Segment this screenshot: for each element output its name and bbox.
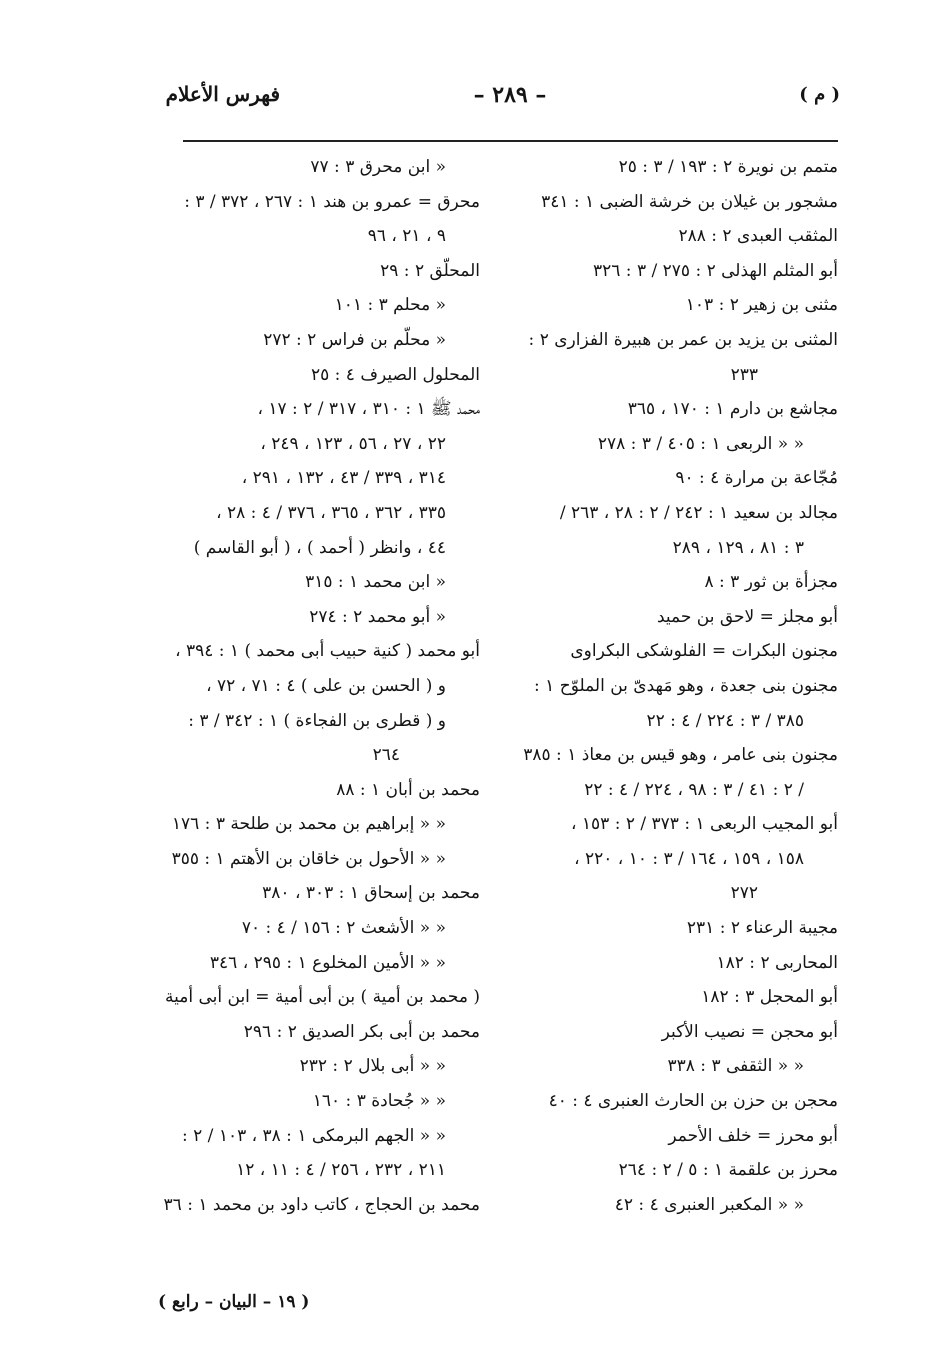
index-entry: مجزأة بن ثور ٣ : ٨	[704, 572, 838, 593]
index-entry: « « جُحادة ٣ : ١٦٠	[312, 1091, 446, 1112]
index-entry: « ابن محرق ٣ : ٧٧	[310, 157, 446, 177]
index-entry: مشجور بن غيلان بن خرشة الضبى ١ : ٣٤١	[541, 191, 838, 212]
index-entry: أبو المجيب الربعى ١ : ٣٧٣ / ٢ : ١٥٣ ،	[571, 814, 838, 835]
index-entry: « محلّم بن فراس ٢ : ٢٧٢	[263, 329, 446, 350]
index-entry: متمم بن نويرة ٢ : ١٩٣ / ٣ : ٢٥	[618, 157, 838, 177]
index-entry: أبو محمد ( كنية حبيب أبى محمد ) ١ : ٣٩٤ ،	[175, 641, 480, 662]
index-entry: ٢٦٤	[372, 745, 400, 766]
index-entry: « « الربعى ١ : ٤٠٥ / ٣ : ٢٧٨	[597, 433, 804, 454]
index-entry: محمد بن أبان ١ : ٨٨	[336, 779, 480, 800]
header-divider	[183, 140, 838, 142]
index-entry: مجنون بنى عامر ، وهو قيس بن معاذ ١ : ٣٨٥	[523, 745, 838, 766]
index-entry: « « أبى بلال ٢ : ٢٣٢	[299, 1056, 446, 1077]
index-entry: أبو مجلز = لاحق بن حميد	[656, 606, 838, 627]
index-entry: ٩ ، ٢١ ، ٩٦	[367, 226, 446, 247]
index-entry: أبو محرز = خلف الأحمر	[668, 1125, 838, 1146]
index-entry: ٢٢ ، ٢٧ ، ٥٦ ، ١٢٣ ، ٢٤٩ ،	[260, 433, 446, 454]
index-entry: المثقب العبدى ٢ : ٢٨٨	[678, 226, 838, 247]
index-entry: مثنى بن زهير ٢ : ١٠٣	[685, 295, 838, 316]
index-entry: « « الأمين المخلوع ١ : ٢٩٥ ، ٣٤٦	[209, 952, 446, 973]
index-entry: محرق = عمرو بن هند ١ : ٢٦٧ ، ٣٧٢ / ٣ :	[184, 191, 480, 212]
index-entry: المثنى بن يزيد بن عمر بن هبيرة الفزارى ٢ :	[528, 329, 838, 350]
index-entry: « « الجهم البرمكى ١ : ٣٨ ، ١٠٣ / ٢ :	[181, 1125, 446, 1146]
index-entry: محجن بن حزن بن الحارث العنبرى ٤ : ٤٠	[548, 1091, 838, 1112]
index-entry: « « المكعبر العنبرى ٤ : ٤٢	[614, 1194, 804, 1215]
index-column-left	[165, 150, 480, 1222]
index-entry: محرز بن علقمة ١ : ٥ / ٢ : ٢٦٤	[618, 1160, 838, 1181]
page-title: فهرس الأعلام	[165, 82, 280, 106]
index-entry: ٣٨٥ / ٣ : ٢٢٤ / ٤ : ٢٢	[646, 710, 804, 731]
index-entry: مجالد بن سعيد ١ : ٢٤٢ / ٢ : ٢٨ ، ٢٦٣ /	[559, 502, 838, 523]
index-entry: محمد ﷺ ١ : ٣١٠ ، ٣١٧ / ٢ : ١٧ ،	[257, 399, 480, 420]
index-entry: مجيبة الرعناء ٢ : ٢٣١	[686, 918, 838, 939]
index-entry: « محلم ٣ : ١٠١	[334, 295, 446, 316]
index-entry: المحاربى ٢ : ١٨٢	[716, 952, 838, 973]
index-entry: مُجّاعة بن مرارة ٤ : ٩٠	[675, 468, 838, 489]
index-entry: « « الثقفى ٣ : ٣٣٨	[667, 1056, 804, 1077]
index-column-right	[493, 150, 838, 1222]
index-entry: « « الأحول بن خاقان بن الأهتم ١ : ٣٥٥	[171, 848, 446, 869]
page-header	[165, 78, 840, 118]
index-entry: مجنون بنى جعدة ، وهو مَهدىّ بن الملوّح ١ :	[534, 675, 838, 696]
index-entry: / ٢ : ٤١ / ٣ : ٩٨ ، ٢٢٤ / ٤ : ٢٢	[584, 779, 804, 800]
index-entry: المحلول الصيرف ٤ : ٢٥	[310, 364, 480, 385]
index-entry: ٣ : ٨١ ، ١٢٩ ، ٢٨٩	[672, 537, 804, 558]
index-entry: « ابن محمد ١ : ٣١٥	[305, 572, 446, 593]
index-entry: ٣٣٥ ، ٣٦٢ ، ٣٦٥ ، ٣٧٦ / ٤ : ٢٨ ،	[216, 502, 446, 523]
page-number: – ٢٨٩ –	[473, 82, 547, 108]
index-entry: أبو المثلم الهذلى ٢ : ٢٧٥ / ٣ : ٣٢٦	[593, 260, 838, 281]
index-entry: « أبو محمد ٢ : ٢٧٤	[309, 606, 446, 627]
index-entry: « « الأشعث ٢ : ١٥٦ / ٤ : ٧٠	[241, 918, 446, 939]
index-entry: المحلّق ٢ : ٢٩	[380, 260, 480, 281]
index-entry: ٤٤ ، وانظر ( أحمد ) ، ( أبو القاسم )	[193, 537, 446, 558]
index-entry: ١٥٨ ، ١٥٩ ، ١٦٤ / ٣ : ١٠ ، ٢٢٠ ،	[574, 848, 804, 869]
index-entry: أبو المحجل ٣ : ١٨٢	[701, 987, 838, 1008]
index-entry: ٢٣٣	[730, 364, 758, 385]
index-entry: ٢٧٢	[730, 883, 758, 904]
index-entry: محمد بن إسحاق ١ : ٣٠٣ ، ٣٨٠	[262, 883, 480, 904]
index-entry: « « إبراهيم بن محمد بن طلحة ٣ : ١٧٦	[171, 814, 446, 835]
index-entry: ٢١١ ، ٢٣٢ ، ٢٥٦ / ٤ : ١١ ، ١٢	[236, 1160, 446, 1181]
index-entry: محمد بن الحجاج ، كاتب داود بن محمد ١ : ٣٦	[163, 1194, 480, 1215]
index-entry: و ( الحسن بن على ) ٤ : ٧١ ، ٧٢ ،	[206, 675, 446, 696]
index-entry: مجنون البكرات = الفلوشكى البكراوى	[570, 641, 838, 662]
index-entry: ٣١٤ ، ٣٣٩ / ٤٣ ، ١٣٢ ، ٢٩١ ،	[241, 468, 446, 489]
page-footer: ( ١٩ – البيان – رابع )	[158, 1292, 310, 1312]
index-entry: و ( قطرى بن الفجاءة ) ١ : ٣٤٢ / ٣ :	[188, 710, 446, 731]
signature-mark: ( م )	[799, 84, 840, 105]
index-entry: أبو محجن = نصيب الأكبر	[661, 1021, 838, 1042]
index-entry: مجاشع بن دارم ١ : ١٧٠ ، ٣٦٥	[627, 399, 838, 420]
index-entry: ( محمد بن أمية ) بن أبى أمية = ابن أبى أمية	[165, 987, 480, 1008]
index-entry: محمد بن أبى بكر الصديق ٢ : ٢٩٦	[243, 1021, 480, 1042]
